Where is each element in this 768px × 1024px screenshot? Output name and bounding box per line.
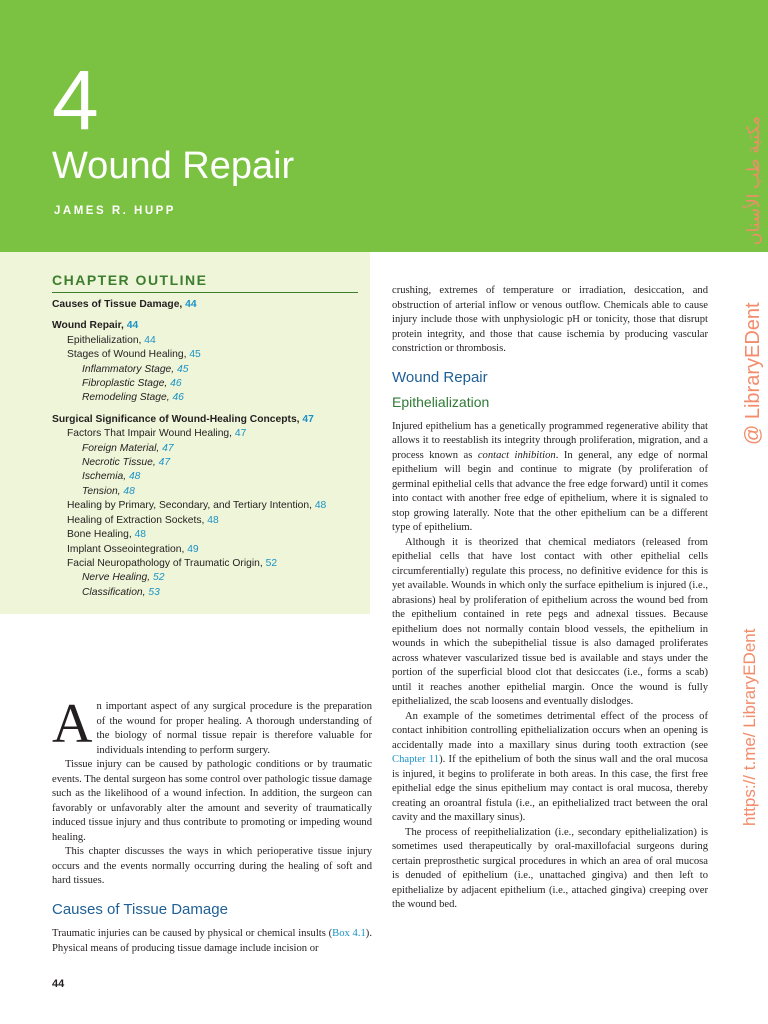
outline-item-label: Fibroplastic Stage, (82, 378, 171, 390)
outline-item-label: Facial Neuropathology of Traumatic Origin, (67, 557, 266, 569)
wound-repair-heading: Wound Repair (392, 368, 488, 386)
outline-item-page[interactable]: 44 (185, 299, 197, 310)
right-column (392, 284, 708, 913)
outline-item-page[interactable]: 44 (144, 334, 156, 346)
outline-item-page[interactable]: 45 (177, 363, 189, 375)
outline-item-label: Bone Healing, (67, 529, 135, 541)
outline-item-label: Classification, (82, 586, 149, 598)
outline-item[interactable] (52, 514, 362, 528)
outline-item-page[interactable]: 53 (148, 586, 160, 598)
outline-item-page[interactable]: 52 (265, 557, 278, 569)
outline-item-label: Ischemia, (82, 471, 129, 483)
outline-item-page[interactable]: 46 (170, 378, 182, 390)
outline-item-label: Implant Osseointegration, (67, 543, 188, 555)
outline-item-page[interactable]: 48 (314, 500, 327, 512)
outline-item-label: Factors That Impair Wound Healing, (67, 428, 235, 440)
watermark-arabic: مكتبة طب الأسنان (744, 116, 763, 245)
outline-item[interactable] (52, 557, 362, 571)
outline-item-page[interactable]: 48 (128, 471, 141, 483)
causes-paragraph-1: Traumatic injuries can be caused by physical or chemical insults (Box 4.1). Physical means of producing tissue damage include incision or (52, 928, 372, 954)
outline-item-page[interactable]: 48 (134, 529, 147, 541)
outline-item[interactable] (52, 485, 362, 499)
continued-paragraph: crushing, extremes of temperature or irradiation, desiccation, and obstruction of arterial inflow or venous outflow. Chemicals able to cause injury include those with unphysiologic pH or tonicity, those that disrupt protein integrity, and those that cause ischemia by producing vascular constriction or thrombosis. (392, 285, 708, 354)
outline-item-label: Epithelialization, (67, 334, 145, 346)
outline-item[interactable] (52, 334, 362, 348)
outline-item[interactable] (52, 298, 362, 312)
outline-item[interactable] (52, 571, 362, 585)
outline-item-label: Healing by Primary, Secondary, and Tertiary Intention, (67, 500, 315, 512)
chapter-outline-heading: CHAPTER OUTLINE (52, 272, 358, 293)
outline-item-label: Tension, (82, 485, 124, 497)
intro-paragraph-3: This chapter discusses the ways in which perioperative tissue injury occurs and the events normally occurring during the healing of soft and hard tissues. (52, 846, 372, 886)
outline-item-label: Remodeling Stage, (82, 392, 173, 404)
epithelialization-paragraph-1: Injured epithelium has a genetically programmed regenerative ability that allows it to reestablish its integrity through proliferation, migration, and a process known as contact inhibition. In general, any edge of normal epithelium will begin and continue to migrate (by proliferation of germinal epithelial cells that advance the free edge forward) until it comes into contact with another free edge of epithelium, where it is signaled to stop growing laterally. Note that the other epithelium can be a different type of epithelium. (392, 420, 708, 533)
outline-item[interactable] (52, 363, 362, 377)
outline-item-label: Nerve Healing, (82, 572, 153, 584)
outline-item[interactable] (52, 543, 362, 557)
page-number: 44 (52, 978, 65, 990)
outline-item-label: Healing of Extraction Sockets, (67, 514, 208, 526)
outline-item-label: Stages of Wound Healing, (67, 349, 190, 361)
outline-item[interactable] (52, 528, 362, 542)
chapter-header-band (0, 0, 768, 252)
outline-item-label: Causes of Tissue Damage, (52, 299, 186, 310)
intro-paragraph-2: Tissue injury can be caused by pathologic conditions or by traumatic events. The dental surgeon has some control over pathologic tissue damage such as the likelihood of a wound infection. In addition, the surgeon can favorably or unfavorably alter the amount and severity of traumatically induced tissue injury and thus contribute to promoting or impeding wound healing. (52, 759, 372, 843)
outline-item[interactable] (52, 319, 362, 333)
causes-section-heading: Causes of Tissue Damage (52, 900, 228, 918)
outline-item[interactable] (52, 413, 362, 427)
outline-item-page[interactable]: 52 (152, 572, 165, 584)
outline-item[interactable] (52, 456, 362, 470)
chapter-author: JAMES R. HUPP (54, 205, 176, 217)
intro-paragraph-1: An important aspect of any surgical procedure is the preparation of the wound for proper healing. A thorough understanding of the biology of normal tissue repair is therefore valuable for individuals intending to perform surgery. (52, 693, 372, 756)
outline-item-label: Surgical Significance of Wound-Healing Concepts, (52, 413, 303, 425)
outline-item[interactable] (52, 391, 362, 405)
outline-item-label: Inflammatory Stage, (82, 363, 177, 375)
outline-item-page[interactable]: 49 (187, 543, 199, 555)
epithelialization-paragraph-4: The process of reepithelialization (i.e., secondary epithelialization) is sometimes used therapeutically by oral-maxillofacial surgeons during certain preprosthetic surgical procedures in which an area of oral mucosa is denuded of epithelium (i.e., unattached gingiva) and then left to epithelialize by adjacent epithelium (i.e., attached gingiva) creeping over the wound bed. (392, 826, 708, 910)
left-column (52, 693, 372, 956)
outline-item[interactable] (52, 499, 362, 513)
chapter-outline-list (52, 298, 362, 600)
chapter-number: 4 (52, 53, 99, 147)
chapter-11-link[interactable]: Chapter 11 (392, 754, 440, 765)
outline-item-label: Necrotic Tissue, (82, 457, 159, 469)
outline-item-page[interactable]: 44 (126, 320, 139, 332)
drop-cap: A (52, 693, 93, 755)
outline-item-page[interactable]: 47 (302, 413, 314, 425)
epithelialization-paragraph-3: An example of the sometimes detrimental effect of the process of contact inhibition controlling epithelialization occurs when an opening is accidentally made into a maxillary sinus during tooth extraction (see Chapter 11). If the epithelium of both the sinus wall and the oral mucosa is injured, it begins to proliferate in both areas. In this case, the first free epithelial edge the sinus epithelium may contact is oral mucosa, thereby creating an oroantral fistula (i.e., an epithelialized tract between the oral cavity and the maxillary sinus). (392, 710, 708, 823)
outline-item-page[interactable]: 46 (172, 392, 184, 404)
outline-item[interactable] (52, 427, 362, 441)
outline-item[interactable] (52, 470, 362, 484)
outline-item[interactable] (52, 586, 362, 600)
outline-item-page[interactable]: 45 (189, 349, 201, 361)
outline-item[interactable] (52, 348, 362, 362)
outline-item-page[interactable]: 47 (158, 457, 171, 469)
epithelialization-heading: Epithelialization (392, 394, 490, 410)
contact-inhibition-term: contact inhibition (477, 449, 556, 461)
outline-item-label: Foreign Material, (82, 442, 163, 454)
box-4-1-link[interactable]: Box 4.1 (332, 928, 366, 939)
outline-item-page[interactable]: 47 (162, 442, 174, 454)
outline-item-label: Wound Repair, (52, 320, 127, 332)
outline-item-page[interactable]: 48 (207, 514, 219, 526)
epithelialization-paragraph-2: Although it is theorized that chemical mediators (released from epithelial cells that have lost contact with other epithelial cells circumferentially) regulate this process, no definitive evidence for this is yet available. Wounds in which only the surface epithelium is injured (i.e., abrasions) heal by proliferation of epithelium across the wound bed from the epithelium contained in rete pegs and adnexal tissues. Because epithelium does not normally contain blood vessels, the epithelium in wounds in which the subepithelial tissue is also damaged proliferates across whatever vascularized tissue bed is available and stays under the portion of the superficial blood clot that desiccates (i.e., forms a scab) until it reaches another epithelial margin. Once the wound is fully epithelialized, the scab loosens and eventually dislodges. (392, 536, 708, 707)
chapter-title: Wound Repair (52, 145, 295, 187)
outline-item[interactable] (52, 377, 362, 391)
outline-item[interactable] (52, 442, 362, 456)
watermark-handle: @ LibraryEDent (742, 302, 764, 445)
outline-item-page[interactable]: 47 (234, 428, 247, 440)
watermark-url: https:// t.me/ LibraryEDent (740, 628, 759, 826)
outline-item-page[interactable]: 48 (123, 485, 135, 497)
